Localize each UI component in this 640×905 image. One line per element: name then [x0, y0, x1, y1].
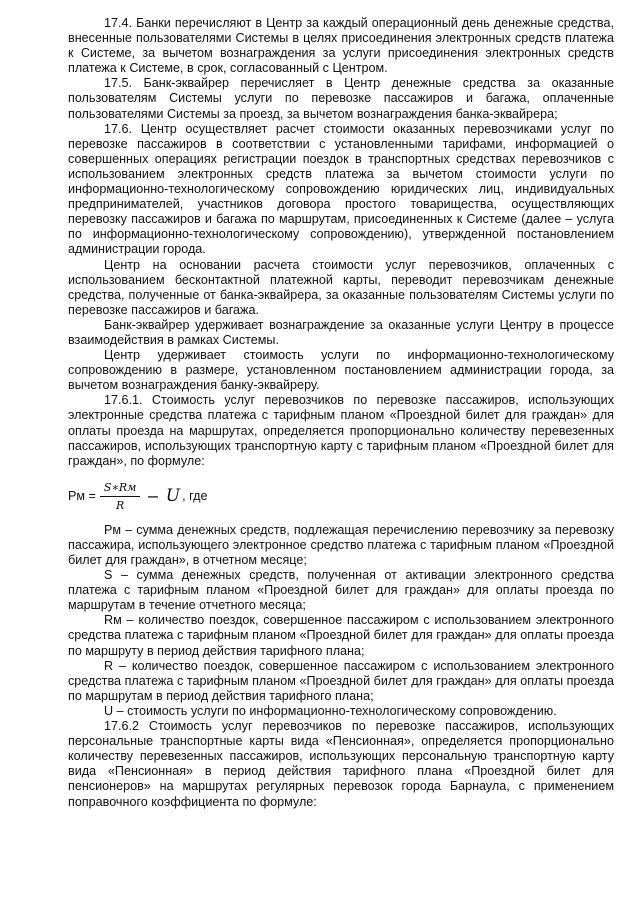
formula-numerator: S∗Rм: [100, 481, 140, 497]
paragraph-center-fee: Центр удерживает стоимость услуги по информационно-технологическому сопровождению в размере, установленном постановлением администрации города, за вычетом вознаграждения банку-эквайреру.: [68, 348, 614, 393]
paragraph-acquirer-fee: Банк-эквайрер удерживает вознаграждение за оказанные услуги Центру в процессе взаимодействия в рамках Системы.: [68, 317, 614, 347]
definition-pm: Рм – сумма денежных средств, подлежащая перечислению перевозчику за перевозку пассажира, использующего электронное средство платежа с тарифным планом «Проездной билет для граждан», в отчетном месяце;: [68, 522, 614, 567]
document-page: [68, 16, 614, 810]
paragraph-17-6: 17.6. Центр осуществляет расчет стоимости оказанных перевозчиками услуг по перевозке пассажиров в соответствии с установленными тарифами, информацией о совершенных операциях регистрации поездок в транспортных средствах перевозчиков с использованием электронных средств платежа за вычетом стоимости услуги по информационно-технологическому сопровождению юридических лиц, индивидуальных предпринимателей, участников договора простого товарищества, осуществляющих перевозку пассажиров и багажа по маршрутам, присоединенных к Системе (далее – услуга по информационно-технологическому сопровождению), утвержденной постановлением администрации города.: [68, 121, 614, 257]
definition-s: S – сумма денежных средств, полученная от активации электронного средства платежа с тарифным планом «Проездной билет для граждан» для оплаты проезда по маршрутам в течение отчетного месяца;: [68, 568, 614, 613]
paragraph-17-6-1: 17.6.1. Стоимость услуг перевозчиков по перевозке пассажиров, использующих электронные средства платежа с тарифным планом «Проездной билет для граждан» для оплаты проезда на маршрутах, определяется пропорционально количеству перевезенных пассажиров, использующих транспортную карту с тарифным планом «Проездной билет для граждан», по формуле:: [68, 393, 614, 468]
definition-u: U – стоимость услуги по информационно-технологическому сопровождению.: [104, 703, 557, 718]
formula-u: U: [165, 486, 181, 507]
paragraph-17-6-2: 17.6.2 Стоимость услуг перевозчиков по перевозке пассажиров, использующих персональные транспортные карты вида «Пенсионная», определяется пропорционально количеству перевезенных пассажиров, использующих персональную транспортную карту вида «Пенсионная» в период действия тарифного плана «Проездной билет для пенсионеров» на маршрутах регулярных перевозок города Барнаула, с применением поправочного коэффициента по формуле:: [68, 719, 614, 809]
formula: [68, 475, 614, 519]
paragraph-center-transfer: Центр на основании расчета стоимости услуг перевозчиков, оплаченных с использованием бесконтактной платежной карты, переводит перевозчикам денежные средства, полученные от банка-эквайрера, за оказанные пользователям Системы услуги по перевозке пассажиров и багажа.: [68, 257, 614, 317]
formula-minus: −: [146, 487, 160, 507]
paragraph-17-4: 17.4. Банки перечисляют в Центр за каждый операционный день денежные средства, внесенные пользователями Системы в целях присоединения электронных средств платежа к Системе, за вычетом вознаграждения за услуги присоединения электронных средств платежа к Системе, в срок, согласованный с Центром.: [68, 16, 614, 76]
definition-rm: Rм – количество поездок, совершенное пассажиром с использованием электронного средства платежа с тарифным планом «Проездной билет для граждан» для оплаты проезда по маршруту в период действия тарифного плана;: [68, 613, 614, 658]
formula-tail: , где: [182, 489, 208, 504]
formula-denominator: R: [115, 499, 125, 513]
formula-lhs: Рм =: [68, 489, 96, 504]
formula-fraction: [100, 481, 140, 512]
definition-r: R – количество поездок, совершенное пассажиром с использованием электронного средства платежа с тарифным планом «Проездной билет для граждан» для оплаты проезда по маршрутам в период действия тарифного плана;: [68, 658, 614, 703]
paragraph-17-5: 17.5. Банк-эквайрер перечисляет в Центр денежные средства за оказанные пользователям Системы услуги по перевозке пассажиров и багажа, оплаченные пользователями Системы за проезд, за вычетом вознаграждения банка-эквайрера;: [68, 76, 614, 121]
